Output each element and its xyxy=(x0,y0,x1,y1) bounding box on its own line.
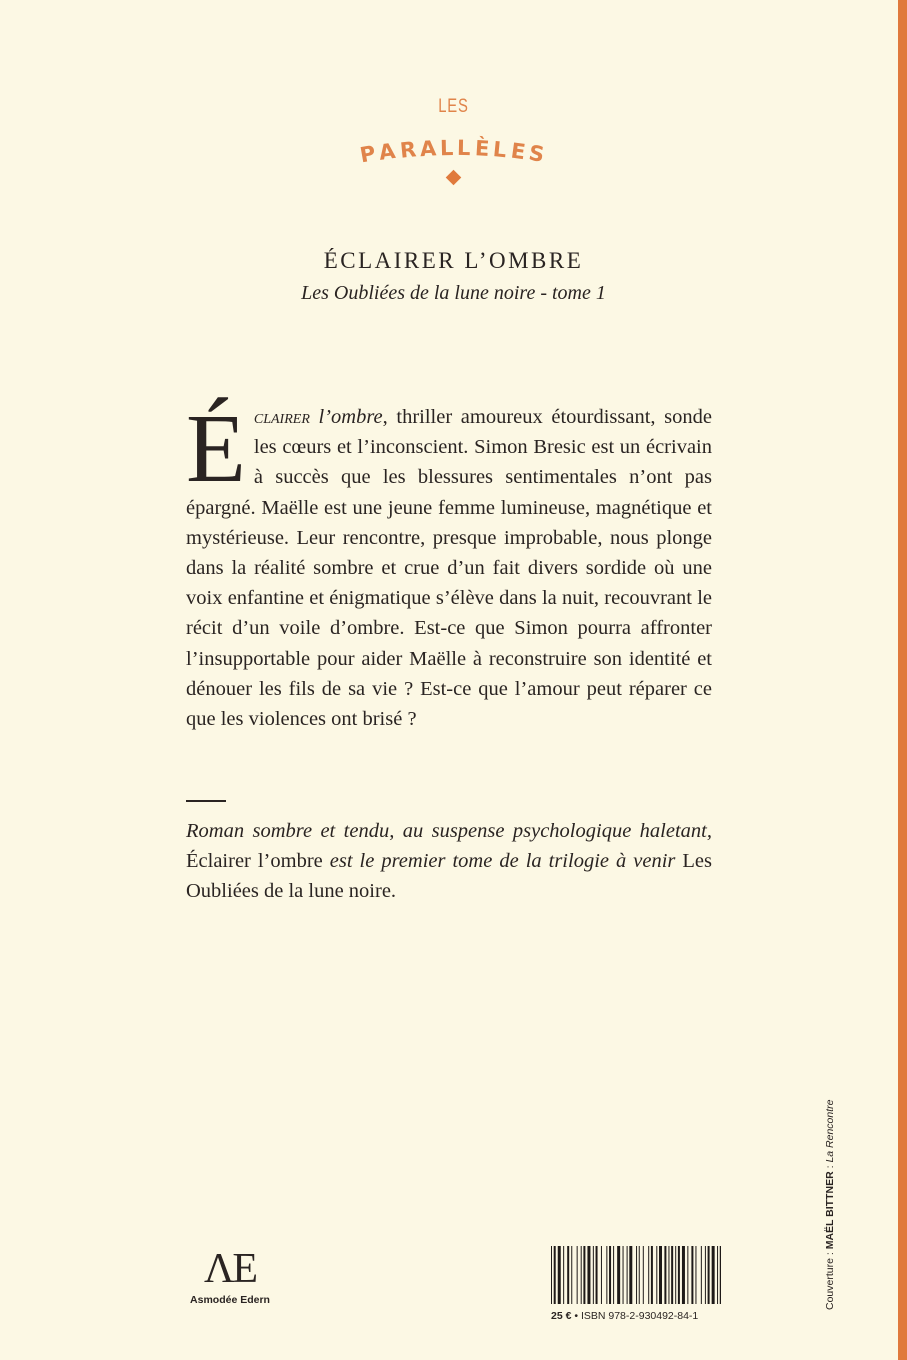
barcode-bar xyxy=(593,1246,594,1304)
barcode-bar xyxy=(675,1246,676,1304)
barcode-bar xyxy=(587,1246,590,1304)
series-prefix: LES xyxy=(438,96,469,117)
series-letter: L xyxy=(439,135,457,161)
note-part3: est le premier tome de la trilogie à venir xyxy=(322,850,676,872)
barcode-bar xyxy=(554,1246,556,1304)
barcode-bar xyxy=(617,1246,620,1304)
series-letter: A xyxy=(377,138,401,165)
blurb-text: , thriller amoureux étourdissant, sonde les cœurs et l’inconscient. Simon Bresic est un écrivain à succès que les blessures sentimentales n’ont pas épargné. Maëlle est une jeune femme lumineuse, magnétique et mystérieuse. Leur rencontre, presque improbable, nous plonge dans la réalité sombre et crue d’un fait divers sordide où une voix enfantine et énigmatique s’élève dans la nuit, recouvrant le récit d’un voile d’ombre. Est-ce que Simon pourra affronter l’insupportable pour aider Maëlle à reconstruire son identité et dénouer les fils de sa vie ? Est-ce que l’amour peut réparer ce que les violences ont brisé ? xyxy=(186,406,712,731)
barcode-bar xyxy=(551,1246,552,1304)
barcode-bar xyxy=(609,1246,611,1304)
credit-label: Couverture : xyxy=(824,1249,836,1310)
note-part2: Éclairer l’ombre xyxy=(186,850,323,872)
price-isbn-line xyxy=(551,1310,751,1322)
barcode-bar xyxy=(695,1246,696,1304)
barcode-bar xyxy=(601,1246,602,1304)
barcode-bar xyxy=(623,1246,624,1304)
series-letter: R xyxy=(398,136,420,163)
publisher-name: Asmodée Edern xyxy=(190,1294,270,1306)
diamond-icon xyxy=(446,170,462,186)
barcode-bar xyxy=(717,1246,718,1304)
credit-sep: : xyxy=(824,1162,836,1172)
isbn-barcode xyxy=(551,1246,721,1304)
barcode-bar xyxy=(581,1246,582,1304)
publisher-mark: ΛE xyxy=(203,1246,257,1292)
barcode-bar xyxy=(596,1246,598,1304)
series-letter: A xyxy=(419,136,440,162)
barcode-bar xyxy=(583,1246,585,1304)
barcode-bar xyxy=(720,1246,721,1304)
cover-credit xyxy=(822,1100,838,1310)
barcode-bar xyxy=(627,1246,628,1304)
barcode-bar xyxy=(651,1246,653,1304)
note-part4: Les Oubliées de la lune noire. xyxy=(186,850,712,902)
barcode-bar xyxy=(558,1246,561,1304)
barcode-bar xyxy=(701,1246,702,1304)
barcode-bar xyxy=(606,1246,607,1304)
publisher-logo xyxy=(186,1247,274,1306)
series-letter: E xyxy=(509,138,530,165)
barcode-bar xyxy=(656,1246,657,1304)
note-part1: Roman sombre et tendu, au suspense psychologique haletant, xyxy=(186,820,712,842)
credit-work: La Rencontre xyxy=(824,1099,836,1163)
barcode-bar xyxy=(571,1246,572,1304)
series-letter: L xyxy=(457,135,475,161)
series-letter: S xyxy=(526,140,550,168)
book-title: ÉCLAIRER L’OMBRE xyxy=(323,248,584,273)
barcode-bar xyxy=(712,1246,715,1304)
section-divider xyxy=(186,800,226,802)
series-letter: L xyxy=(492,137,511,163)
credit-artist: MAËL BITTNER xyxy=(824,1171,836,1250)
barcode-bar xyxy=(636,1246,637,1304)
blurb-title-start: clairer xyxy=(253,406,310,428)
trilogy-note xyxy=(186,816,712,906)
barcode-bar xyxy=(563,1246,564,1304)
drop-cap: É xyxy=(186,395,246,503)
barcode-bar xyxy=(639,1246,640,1304)
barcode-bar xyxy=(613,1246,614,1304)
barcode-bar xyxy=(671,1246,673,1304)
barcode-bar xyxy=(629,1246,632,1304)
series-name xyxy=(0,135,907,168)
blurb-title-end: l’ombre xyxy=(309,406,383,428)
barcode-bar xyxy=(687,1246,688,1304)
series-letter: È xyxy=(474,136,493,162)
blurb-paragraph xyxy=(186,395,712,734)
barcode-bar xyxy=(664,1246,666,1304)
isbn: • ISBN 978-2-930492-84-1 xyxy=(571,1310,699,1322)
barcode-bar xyxy=(678,1246,680,1304)
barcode-bar xyxy=(659,1246,662,1304)
right-edge-stripe xyxy=(898,0,907,1360)
book-subtitle: Les Oubliées de la lune noire - tome 1 xyxy=(301,282,606,304)
barcode-bar xyxy=(708,1246,710,1304)
barcode-bar xyxy=(682,1246,685,1304)
barcode-bar xyxy=(668,1246,669,1304)
price: 25 € xyxy=(551,1310,572,1322)
series-logo xyxy=(0,96,907,183)
series-letter: P xyxy=(357,140,381,168)
barcode-bar xyxy=(648,1246,649,1304)
barcode-bar xyxy=(577,1246,578,1304)
barcode-bar xyxy=(643,1246,644,1304)
barcode-bar xyxy=(705,1246,706,1304)
barcode-bar xyxy=(691,1246,693,1304)
barcode-bar xyxy=(567,1246,569,1304)
